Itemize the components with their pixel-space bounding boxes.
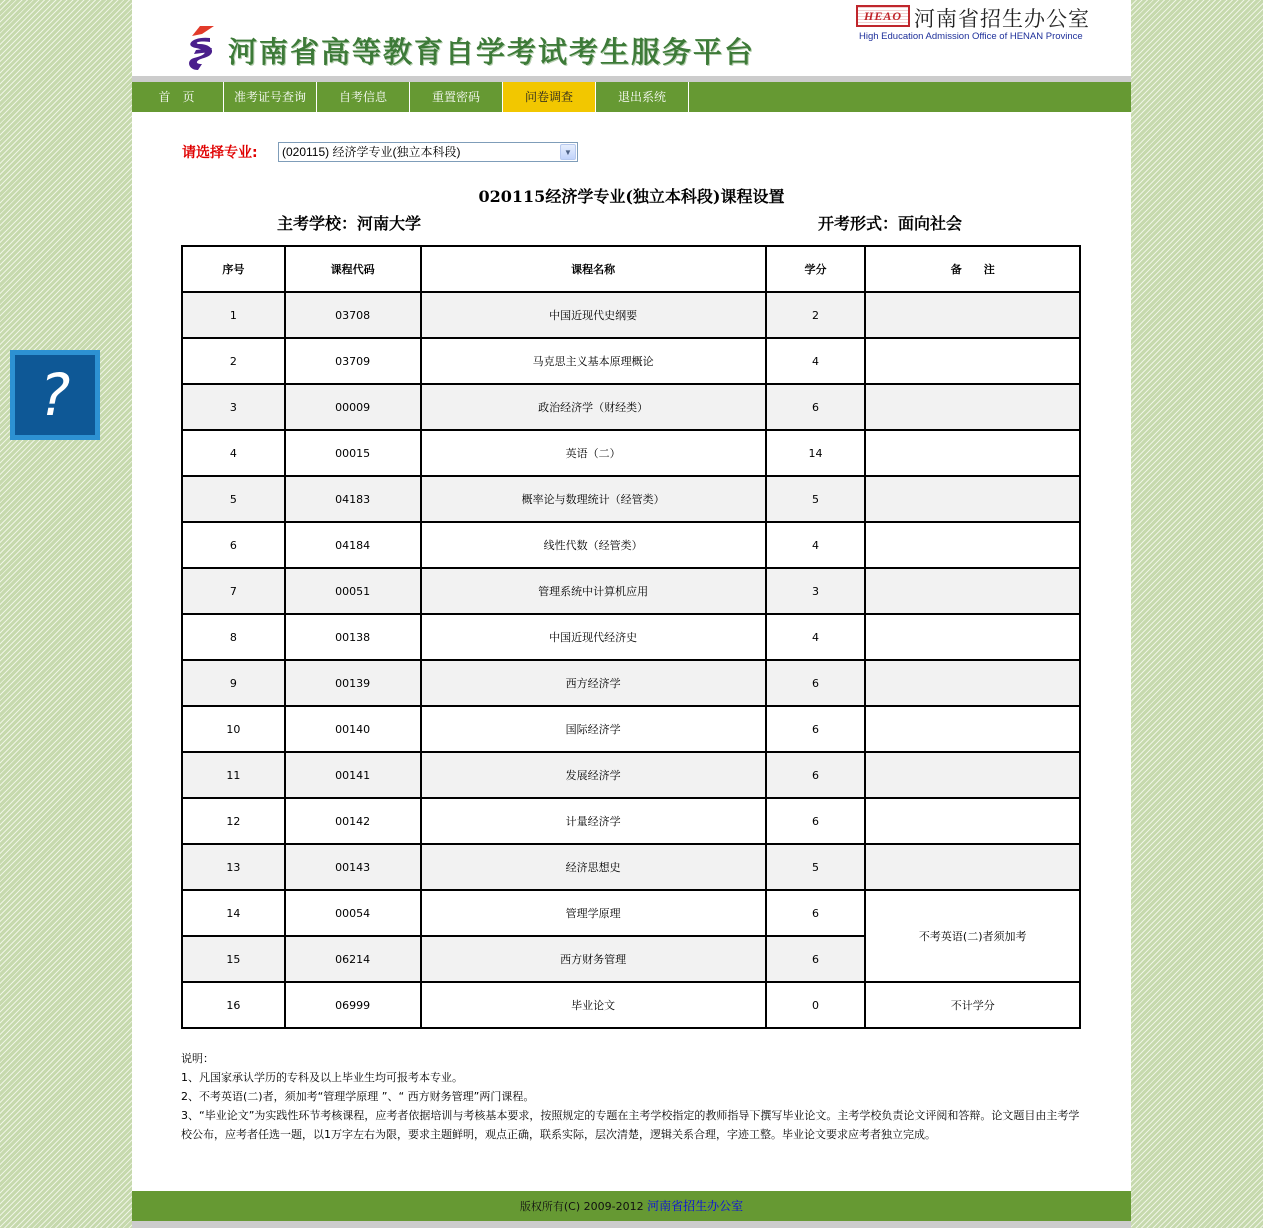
cell-note [865, 752, 1080, 798]
cell-code: 00139 [285, 660, 421, 706]
cell-note [865, 798, 1080, 844]
note-item: 2、不考英语(二)者，须加考“管理学原理 ”、“ 西方财务管理”两门课程。 [181, 1090, 535, 1103]
office-link[interactable]: 河南省招生办公室 [647, 1199, 744, 1213]
table-row [182, 384, 1080, 430]
header-no: 序号 [182, 246, 285, 292]
exam-mode: 开考形式：面向社会 [818, 214, 963, 233]
cell-no: 4 [182, 430, 285, 476]
cell-code: 04183 [285, 476, 421, 522]
cell-credit: 0 [766, 982, 866, 1028]
cell-note [865, 384, 1080, 430]
cell-note [865, 292, 1080, 338]
office-name-en: High Education Admission Office of HENAN Province [859, 31, 1083, 42]
cell-name: 线性代数（经管类） [421, 522, 766, 568]
footer-bottom-bar [132, 1221, 1131, 1228]
table-row [182, 752, 1080, 798]
cell-name: 概率论与数理统计（经管类） [421, 476, 766, 522]
cell-note [865, 614, 1080, 660]
table-row [182, 706, 1080, 752]
cell-credit: 14 [766, 430, 866, 476]
notes-heading: 说明： [181, 1052, 214, 1065]
cell-note [865, 338, 1080, 384]
note-item: 1、凡国家承认学历的专科及以上毕业生均可报考本专业。 [181, 1071, 463, 1084]
cell-note: 不计学分 [865, 982, 1080, 1028]
cell-code: 04184 [285, 522, 421, 568]
cell-credit: 4 [766, 614, 866, 660]
cell-no: 14 [182, 890, 285, 936]
cell-name: 管理学原理 [421, 890, 766, 936]
cell-name: 政治经济学（财经类） [421, 384, 766, 430]
page-container [132, 0, 1131, 1228]
cell-note [865, 430, 1080, 476]
cell-credit: 6 [766, 384, 866, 430]
cell-credit: 2 [766, 292, 866, 338]
nav-reset-password[interactable]: 重置密码 [410, 82, 503, 112]
header-credit: 学分 [766, 246, 866, 292]
cell-code: 00051 [285, 568, 421, 614]
table-row [182, 522, 1080, 568]
exam-logo-icon [182, 24, 224, 74]
cell-name: 计量经济学 [421, 798, 766, 844]
cell-credit: 4 [766, 338, 866, 384]
cell-name: 中国近现代经济史 [421, 614, 766, 660]
cell-no: 1 [182, 292, 285, 338]
nav-admission-ticket-lookup[interactable]: 准考证号查询 [224, 82, 317, 112]
footer [132, 1191, 1131, 1221]
header-note: 备 注 [865, 246, 1080, 292]
cell-no: 5 [182, 476, 285, 522]
cell-code: 00009 [285, 384, 421, 430]
course-table [181, 245, 1081, 1029]
cell-no: 6 [182, 522, 285, 568]
cell-credit: 6 [766, 752, 866, 798]
table-row [182, 476, 1080, 522]
cell-name: 国际经济学 [421, 706, 766, 752]
table-row [182, 798, 1080, 844]
cell-code: 00015 [285, 430, 421, 476]
cell-credit: 6 [766, 706, 866, 752]
cell-no: 7 [182, 568, 285, 614]
cell-name: 经济思想史 [421, 844, 766, 890]
question-mark-icon: ? [15, 355, 95, 435]
cell-code: 00140 [285, 706, 421, 752]
table-row [182, 614, 1080, 660]
cell-code: 06999 [285, 982, 421, 1028]
table-row [182, 982, 1080, 1028]
major-select-value: (020115) 经济学专业(独立本科段) [282, 145, 461, 159]
office-logo[interactable] [856, 5, 1101, 45]
cell-no: 16 [182, 982, 285, 1028]
cell-no: 13 [182, 844, 285, 890]
cell-name: 西方财务管理 [421, 936, 766, 982]
cell-no: 12 [182, 798, 285, 844]
cell-no: 15 [182, 936, 285, 982]
cell-no: 11 [182, 752, 285, 798]
cell-no: 10 [182, 706, 285, 752]
cell-credit: 6 [766, 798, 866, 844]
cell-name: 发展经济学 [421, 752, 766, 798]
cell-code: 06214 [285, 936, 421, 982]
header-name: 课程名称 [421, 246, 766, 292]
cell-note [865, 522, 1080, 568]
cell-no: 3 [182, 384, 285, 430]
cell-credit: 4 [766, 522, 866, 568]
notes-section [181, 1049, 1081, 1144]
exam-school: 主考学校：河南大学 [277, 214, 422, 233]
nav-exam-info[interactable]: 自考信息 [317, 82, 410, 112]
cell-credit: 6 [766, 890, 866, 936]
heao-badge-icon: HEAO [856, 5, 910, 27]
chevron-down-icon[interactable]: ▼ [560, 144, 576, 160]
table-row [182, 844, 1080, 890]
cell-credit: 6 [766, 660, 866, 706]
cell-note-merged: 不考英语(二)者须加考 [865, 890, 1080, 982]
table-row [182, 890, 1080, 936]
cell-credit: 5 [766, 476, 866, 522]
cell-code: 00054 [285, 890, 421, 936]
table-row [182, 338, 1080, 384]
cell-code: 00143 [285, 844, 421, 890]
cell-note [865, 568, 1080, 614]
cell-name: 西方经济学 [421, 660, 766, 706]
table-header-row [182, 246, 1080, 292]
table-row [182, 430, 1080, 476]
cell-code: 00142 [285, 798, 421, 844]
cell-credit: 3 [766, 568, 866, 614]
help-button[interactable] [10, 350, 100, 440]
main-nav [132, 82, 1131, 112]
cell-no: 9 [182, 660, 285, 706]
cell-name: 马克思主义基本原理概论 [421, 338, 766, 384]
cell-name: 英语（二） [421, 430, 766, 476]
cell-name: 管理系统中计算机应用 [421, 568, 766, 614]
cell-code: 00138 [285, 614, 421, 660]
cell-no: 8 [182, 614, 285, 660]
major-selector-row [182, 142, 578, 162]
cell-note [865, 844, 1080, 890]
site-title: 河南省高等教育自学考试考生服务平台 [228, 35, 756, 69]
nav-home[interactable]: 首页 [132, 82, 224, 112]
cell-note [865, 660, 1080, 706]
office-name: 河南省招生办公室 [914, 7, 1090, 31]
copyright-text: 版权所有(C) 2009-2012 [519, 1200, 648, 1213]
table-row [182, 660, 1080, 706]
note-item: 3、“毕业论文”为实践性环节考核课程，应考者依据培训与考核基本要求，按照规定的专题在主考学校指定的教师指导下撰写毕业论文。主考学校负责论文评阅和答辩。论文题目由主考学校公布，应考者任选一题，以1万字左右为限，要求主题鲜明，观点正确，联系实际，层次清楚，逻辑关系合理，字迹工整。毕业论文要求应考者独立完成。 [181, 1109, 1080, 1141]
cell-credit: 5 [766, 844, 866, 890]
major-select[interactable] [278, 142, 578, 162]
cell-note [865, 706, 1080, 752]
cell-note [865, 476, 1080, 522]
header-code: 课程代码 [285, 246, 421, 292]
cell-code: 03708 [285, 292, 421, 338]
site-header [132, 0, 1131, 76]
table-row [182, 568, 1080, 614]
nav-logout[interactable]: 退出系统 [596, 82, 689, 112]
cell-name: 中国近现代史纲要 [421, 292, 766, 338]
major-select-label: 请选择专业: [182, 145, 258, 161]
cell-no: 2 [182, 338, 285, 384]
cell-name: 毕业论文 [421, 982, 766, 1028]
nav-survey[interactable]: 问卷调查 [503, 82, 596, 112]
plan-title: 020115经济学专业(独立本科段)课程设置 [478, 187, 785, 206]
cell-code: 00141 [285, 752, 421, 798]
table-row [182, 292, 1080, 338]
cell-code: 03709 [285, 338, 421, 384]
cell-credit: 6 [766, 936, 866, 982]
